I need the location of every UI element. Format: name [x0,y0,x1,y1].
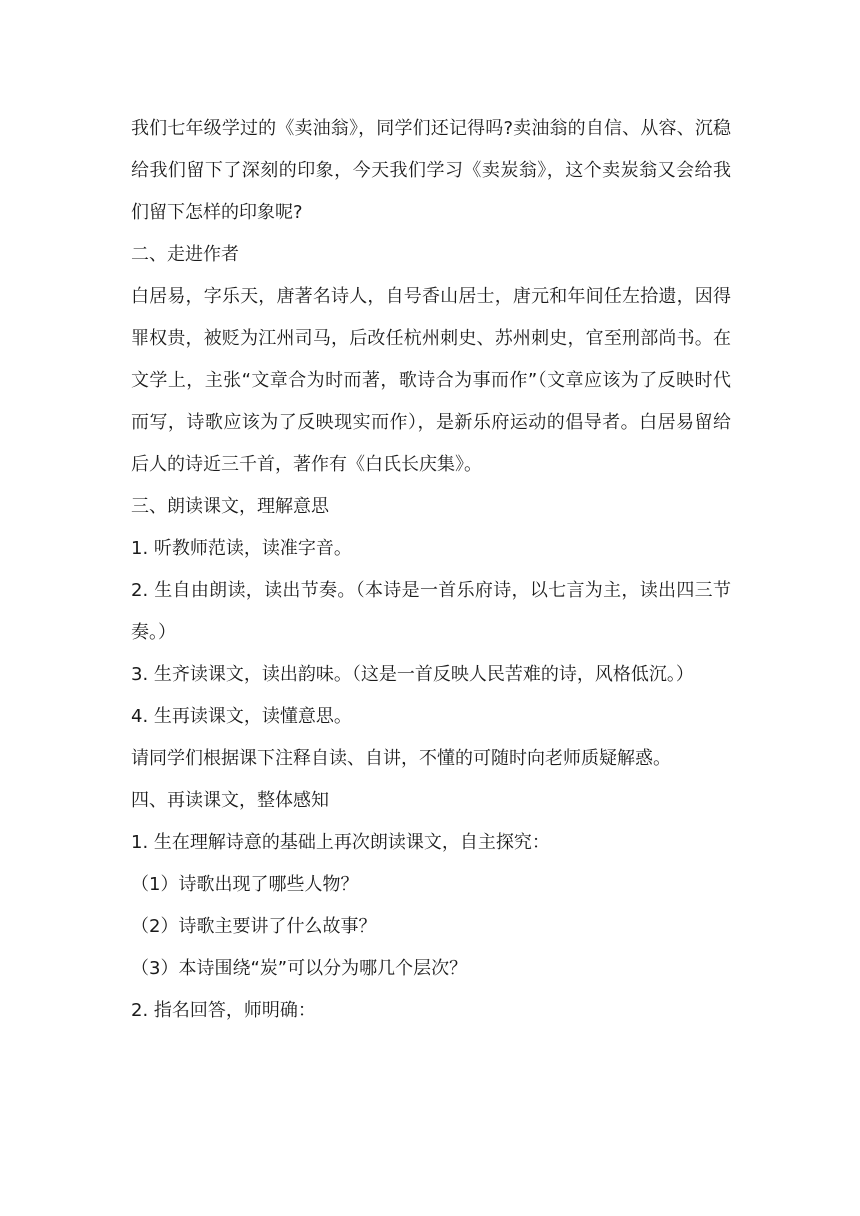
section-4-heading: 四、再读课文，整体感知 [131,790,329,811]
intro-paragraph: 我们七年级学过的《卖油翁》，同学们还记得吗?卖油翁的自信、从容、沉稳给我们留下了深刻的印象，今天我们学习《卖炭翁》，这个卖炭翁又会给我们留下怎样的印象呢? [131,118,731,223]
reading-step-2: 2. 生自由朗读，读出节奏。（本诗是一首乐府诗，以七言为主，读出四三节奏。） [131,580,731,643]
question-1: （1）诗歌出现了哪些人物？ [131,874,359,895]
self-study-instruction: 请同学们根据课下注释自读、自讲，不懂的可随时向老师质疑解惑。 [131,748,671,769]
reading-step-4: 4. 生再读课文，读懂意思。 [131,706,352,727]
explore-step-1: 1. 生在理解诗意的基础上再次朗读课文，自主探究： [131,832,550,853]
section-3-heading: 三、朗读课文，理解意思 [131,496,329,517]
author-paragraph: 白居易，字乐天，唐著名诗人，自号香山居士，唐元和年间任左拾遗，因得罪权贵，被贬为江州司马，后改任杭州刺史、苏州刺史，官至刑部尚书。在文学上，主张“文章合为时而著，歌诗合为事而作”（文章应该为了反映时代而写，诗歌应该为了反映现实而作），是新乐府运动的倡导者。白居易留给后人的诗近三千首，著作有《白氏长庆集》。 [131,286,731,475]
document-body [131,108,731,1032]
reading-step-1: 1. 听教师范读，读准字音。 [131,538,352,559]
section-2-heading: 二、走进作者 [131,244,239,265]
explore-step-2: 2. 指名回答，师明确： [131,1000,316,1021]
question-2: （2）诗歌主要讲了什么故事？ [131,916,377,937]
question-3: （3）本诗围绕“炭”可以分为哪几个层次？ [131,958,468,979]
reading-step-3: 3. 生齐读课文，读出韵味。（这是一首反映人民苦难的诗，风格低沉。） [131,664,694,685]
